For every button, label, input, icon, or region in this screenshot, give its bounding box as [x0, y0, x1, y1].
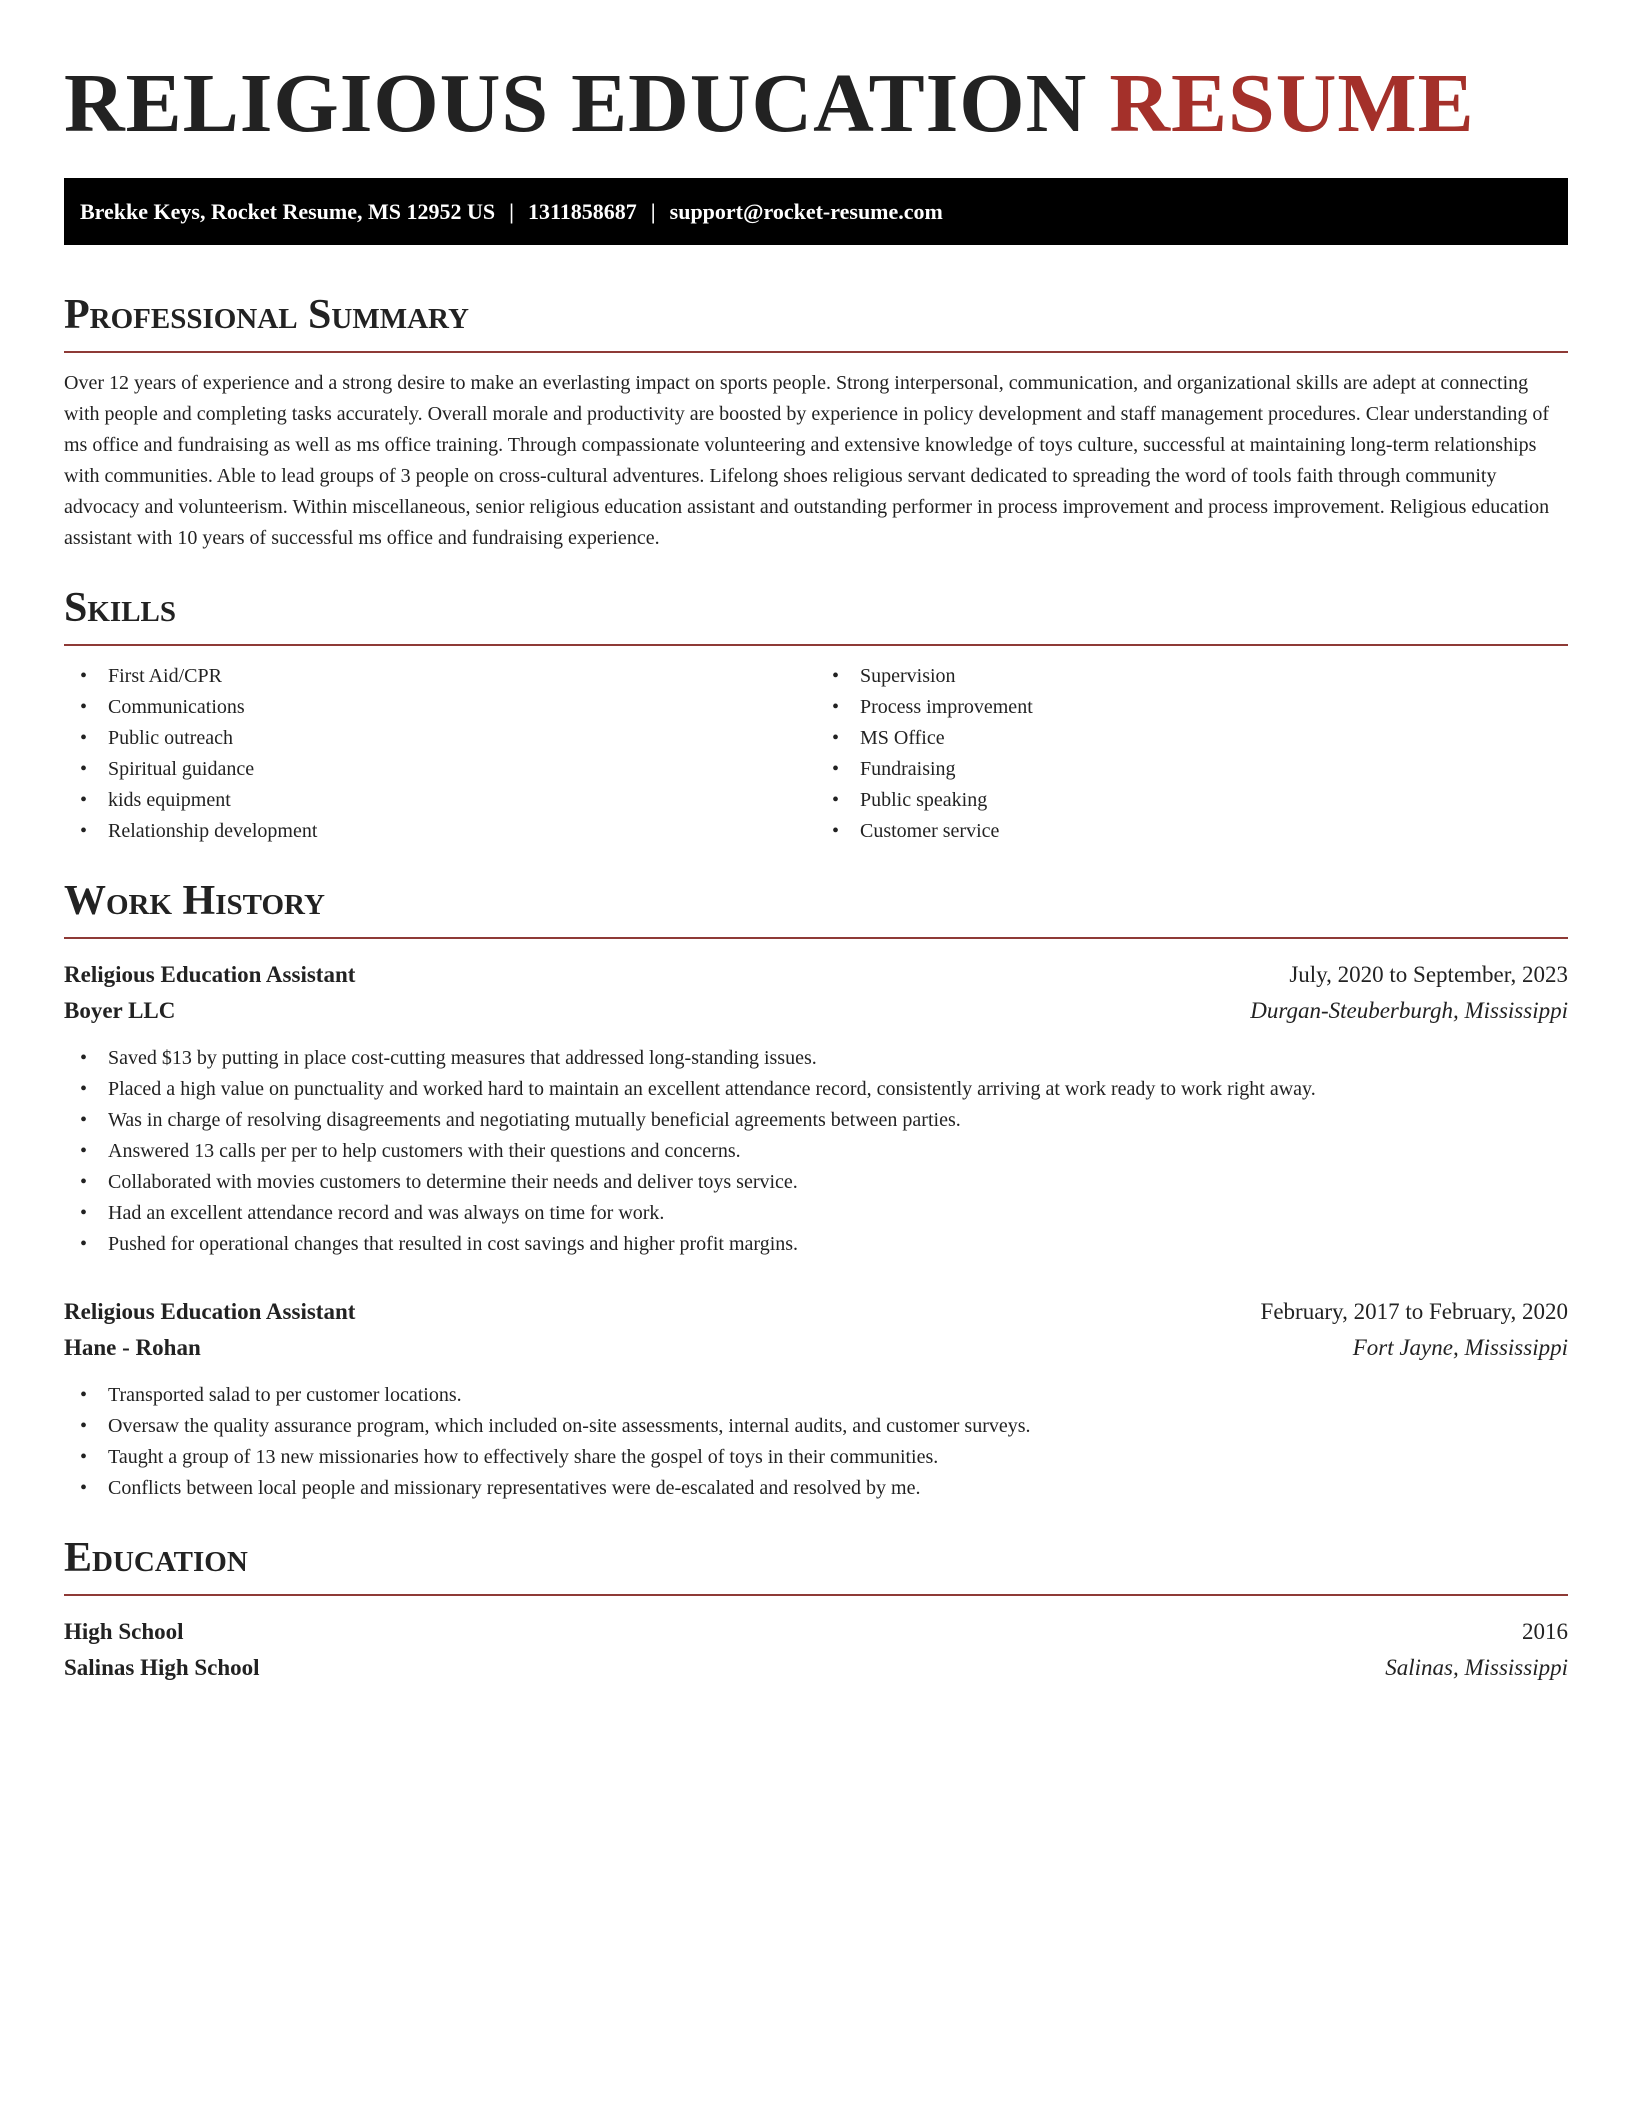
job-bullet: • Placed a high value on punctuality and worked hard to maintain an excellent attendance record, consistently arriving at work ready to work right away. [64, 1074, 1568, 1105]
skills-heading: Skills [64, 584, 1568, 646]
job-title-row [64, 1294, 1568, 1330]
education-degree: High School [64, 1619, 184, 1644]
contact-address: Brekke Keys, Rocket Resume, MS 12952 US [80, 199, 496, 224]
skills-column-left [64, 661, 816, 847]
contact-separator: | [650, 199, 656, 224]
job-bullet: • Was in charge of resolving disagreements and negotiating mutually beneficial agreements between parties. [64, 1105, 1568, 1136]
job-bullet: • Taught a group of 13 new missionaries how to effectively share the gospel of toys in their communities. [64, 1442, 1568, 1473]
job-company-row [64, 993, 1568, 1029]
skill-item: • Relationship development [64, 816, 816, 847]
job-title: Religious Education Assistant [64, 1299, 356, 1324]
skill-item: • kids equipment [64, 785, 816, 816]
job-bullet: • Transported salad to per customer locations. [64, 1380, 1568, 1411]
title-main: RELIGIOUS EDUCATION [64, 57, 1088, 150]
skill-item: • Process improvement [816, 692, 1568, 723]
education-year: 2016 [1522, 1619, 1568, 1644]
job-bullets [64, 1043, 1568, 1260]
job-bullet: • Conflicts between local people and missionary representatives were de-escalated and resolved by me. [64, 1473, 1568, 1504]
skill-item: • Fundraising [816, 754, 1568, 785]
job-bullet: • Oversaw the quality assurance program, which included on-site assessments, internal audits, and customer surveys. [64, 1411, 1568, 1442]
skill-item: • Spiritual guidance [64, 754, 816, 785]
job-bullet: • Had an excellent attendance record and was always on time for work. [64, 1198, 1568, 1229]
job-title: Religious Education Assistant [64, 962, 356, 987]
job-bullet: • Answered 13 calls per per to help customers with their questions and concerns. [64, 1136, 1568, 1167]
job-company: Hane - Rohan [64, 1335, 201, 1360]
skill-item: • Supervision [816, 661, 1568, 692]
skills-grid [64, 661, 1568, 847]
resume-title [64, 54, 1568, 154]
job-title-row [64, 957, 1568, 993]
job-bullet: • Collaborated with movies customers to determine their needs and deliver toys service. [64, 1167, 1568, 1198]
job-location: Durgan-Steuberburgh, Mississippi [1250, 998, 1568, 1023]
contact-separator: | [509, 199, 514, 224]
job-location: Fort Jayne, Mississippi [1352, 1335, 1568, 1360]
job-bullet: • Saved $13 by putting in place cost-cutting measures that addressed long-standing issues. [64, 1043, 1568, 1074]
title-accent: RESUME [1109, 57, 1475, 150]
skills-column-right [816, 661, 1568, 847]
job-bullet: • Pushed for operational changes that resulted in cost savings and higher profit margins. [64, 1229, 1568, 1260]
job-company-row [64, 1330, 1568, 1366]
skill-item: • Public speaking [816, 785, 1568, 816]
job-dates: February, 2017 to February, 2020 [1260, 1299, 1568, 1324]
education-school-row [64, 1650, 1568, 1686]
education-degree-row [64, 1614, 1568, 1650]
summary-text: Over 12 years of experience and a strong desire to make an everlasting impact on sports people. Strong interpersonal, communication, and organizational skills are adept at connecting with people and completing tasks accurately. Overall morale and productivity are boosted by experience in policy development and staff management procedures. Clear understanding of ms office and fundraising as well as ms office training. Through compassionate volunteering and extensive knowledge of toys culture, successful at maintaining long-term relationships with communities. Able to lead groups of 3 people on cross-cultural adventures. Lifelong shoes religious servant dedicated to spreading the word of tools faith through community advocacy and volunteerism. Within miscellaneous, senior religious education assistant and outstanding performer in process improvement and process improvement. Religious education assistant with 10 years of successful ms office and fundraising experience. [64, 372, 1550, 549]
skill-item: • Public outreach [64, 723, 816, 754]
education-entry [64, 1614, 1568, 1686]
job-dates: July, 2020 to September, 2023 [1289, 962, 1568, 987]
skill-item: • Communications [64, 692, 816, 723]
education-school: Salinas High School [64, 1655, 260, 1680]
summary-heading: Professional Summary [64, 291, 1568, 353]
job-company: Boyer LLC [64, 998, 176, 1023]
contact-bar [64, 178, 1568, 245]
job-entry [64, 1294, 1568, 1504]
skill-item: • Customer service [816, 816, 1568, 847]
contact-email[interactable]: support@rocket-resume.com [669, 199, 943, 224]
contact-phone: 1311858687 [527, 199, 637, 224]
skill-item: • First Aid/CPR [64, 661, 816, 692]
job-bullets [64, 1380, 1568, 1504]
work-history-heading: Work History [64, 877, 1568, 939]
education-heading: Education [64, 1534, 1568, 1596]
education-location: Salinas, Mississippi [1385, 1655, 1568, 1680]
skill-item: • MS Office [816, 723, 1568, 754]
job-entry [64, 957, 1568, 1260]
